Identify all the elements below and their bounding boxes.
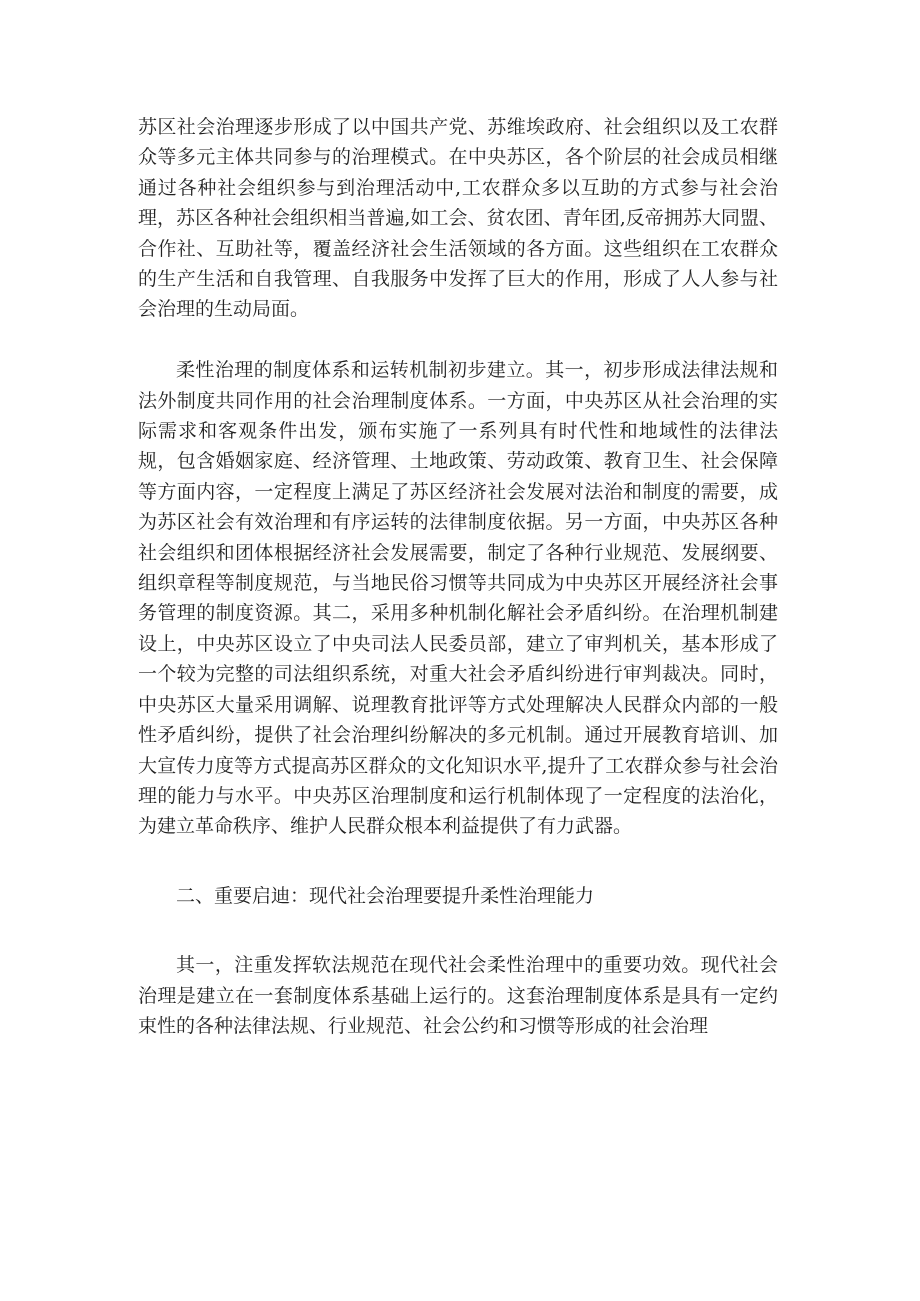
section-heading: 二、重要启迪：现代社会治理要提升柔性治理能力 [176, 884, 595, 907]
paragraph-social-governance-model: 苏区社会治理逐步形成了以中国共产党、苏维埃政府、社会组织以及工农群众等多元主体共同参与的治理模式。在中央苏区，各个阶层的社会成员相继通过各种社会组织参与到治理活动中,工农群众多以互助的方式参与社会治理，苏区各种社会组织相当普遍,如工会、贫农团、青年团,反帝拥苏大同盟、合作社、互助社等，覆盖经济社会生活领域的各方面。这些组织在工农群众的生产生活和自我管理、自我服务中发挥了巨大的作用，形成了人人参与社会治理的生动局面。 [138, 116, 778, 321]
paragraph-flexible-governance-system: 柔性治理的制度体系和运转机制初步建立。其一，初步形成法律法规和法外制度共同作用的社会治理制度体系。一方面，中央苏区从社会治理的实际需求和客观条件出发，颁布实施了一系列具有时代性和地域性的法律法规，包含婚姻家庭、经济管理、土地政策、劳动政策、教育卫生、社会保障等方面内容，一定程度上满足了苏区经济社会发展对法治和制度的需要，成为苏区社会有效治理和有序运转的法律制度依据。另一方面，中央苏区各种社会组织和团体根据经济社会发展需要，制定了各种行业规范、发展纲要、组织章程等制度规范，与当地民俗习惯等共同成为中央苏区开展经济社会事务管理的制度资源。其二，采用多种机制化解社会矛盾纠纷。在治理机制建设上，中央苏区设立了中央司法人民委员部，建立了审判机关，基本形成了一个较为完整的司法组织系统，对重大社会矛盾纠纷进行审判裁决。同时，中央苏区大量采用调解、说理教育批评等方式处理解决人民群众内部的一般性矛盾纠纷，提供了社会治理纠纷解决的多元机制。通过开展教育培训、加大宣传力度等方式提高苏区群众的文化知识水平,提升了工农群众参与社会治理的能力与水平。中央苏区治理制度和运行机制体现了一定程度的法治化，为建立革命秩序、维护人民群众根本利益提供了有力武器。 [138, 359, 778, 838]
document-body [138, 112, 778, 1041]
paragraph-soft-law-norms: 其一，注重发挥软法规范在现代社会柔性治理中的重要功效。现代社会治理是建立在一套制度体系基础上运行的。这套治理制度体系是具有一定约束性的各种法律法规、行业规范、社会公约和习惯等形成的社会治理 [138, 954, 778, 1037]
